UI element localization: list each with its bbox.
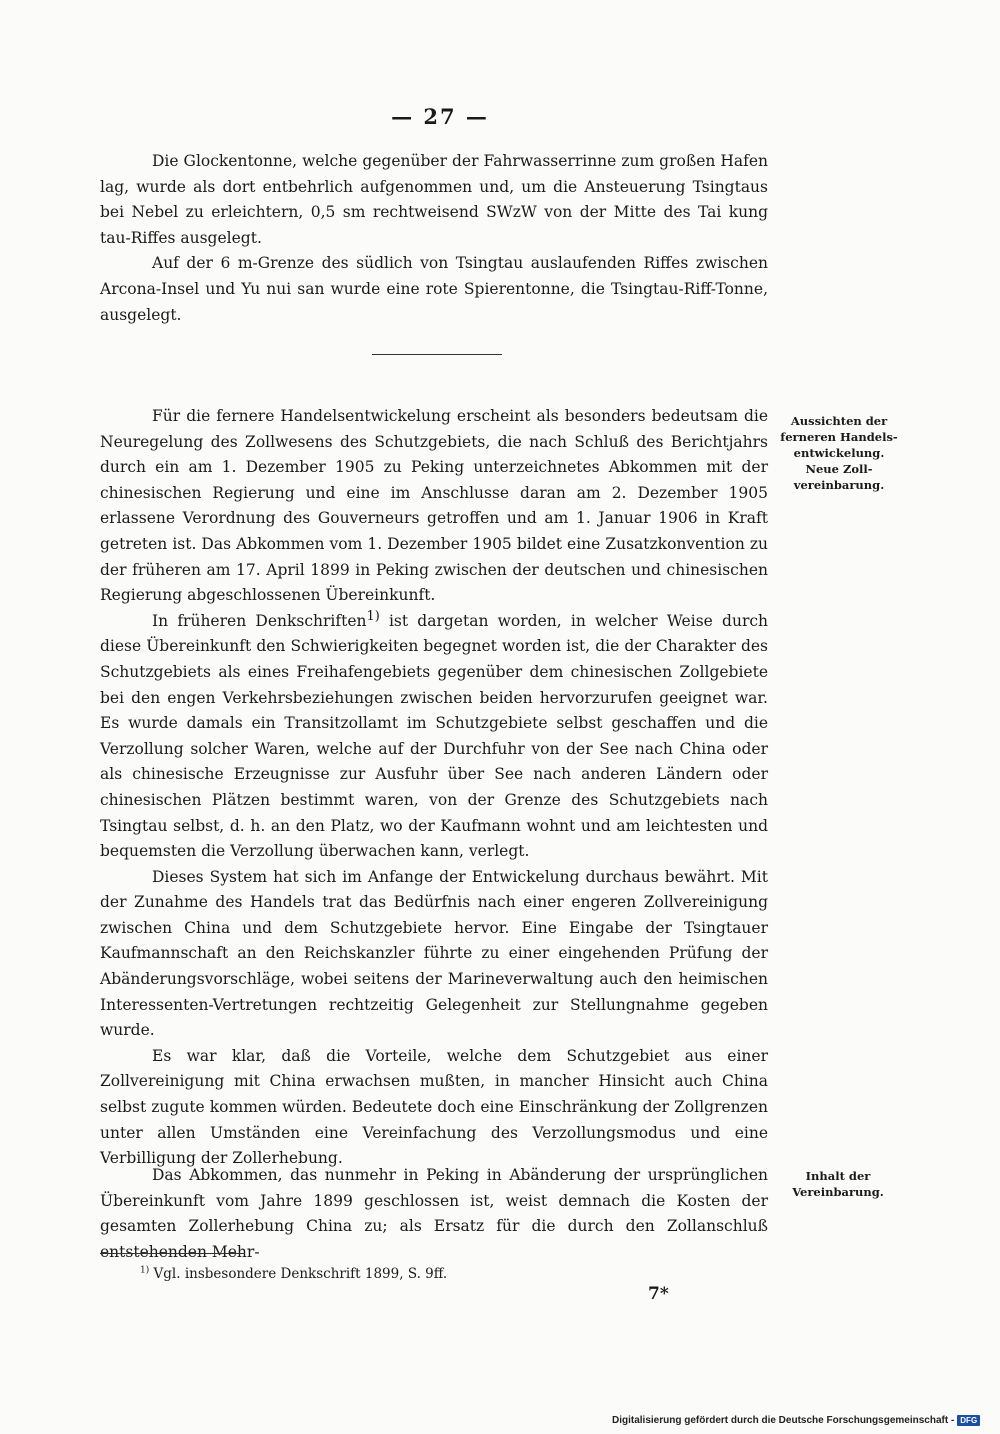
- paragraph: Auf der 6 m-Grenze des südlich von Tsingtau auslaufenden Riffes zwischen Arcona-Insel und Yu nui san wurde eine rote Spierentonne, die Tsingtau-Riff-Tonne, ausgelegt.: [100, 254, 768, 324]
- section-buoys: [100, 149, 768, 328]
- margin-note: Aussichten der ferneren Handels-entwickelung. Neue Zoll-vereinbarung.: [780, 414, 898, 492]
- paragraph: Die Glockentonne, welche gegenüber der Fahrwasserrinne zum großen Hafen lag, wurde als dort entbehrlich aufgenommen und, um die Ansteuerung Tsingtaus bei Nebel zu erleichtern, 0,5 sm rechtweisend SWzW von der Mitte des Tai kung tau-Riffes ausgelegt.: [100, 152, 768, 247]
- sheet-signature: 7*: [648, 1284, 669, 1304]
- section-trade-outlook: [100, 404, 768, 1172]
- footnote-text: Vgl. insbesondere Denkschrift 1899, S. 9ff.: [149, 1266, 448, 1282]
- funding-notice: [612, 1415, 980, 1426]
- footnote: [140, 1265, 740, 1283]
- footnote-rule: [100, 1253, 245, 1254]
- paragraph: Das Abkommen, das nunmehr in Peking in Abänderung der ursprünglichen Übereinkunft vom Jahre 1899 geschlossen ist, weist demnach die Kosten der gesamten Zollerhebung China zu; als Ersatz für die durch den Zollanschluß entstehenden Mehr-: [100, 1166, 768, 1261]
- paragraph: Es war klar, daß die Vorteile, welche dem Schutzgebiet aus einer Zollvereinigung mit China erwachsen mußten, in mancher Hinsicht auch China selbst zugute kommen würden. Bedeutete doch eine Einschränkung der Zollgrenzen unter allen Umständen eine Vereinfachung des Verzollungsmodus und eine Verbilligung der Zollerhebung.: [100, 1046, 768, 1168]
- paragraph-text: In früheren Denkschriften: [152, 611, 367, 630]
- section-agreement-content: [100, 1163, 768, 1265]
- section-divider: [372, 354, 502, 355]
- footnote-reference[interactable]: 1): [366, 608, 380, 624]
- funding-text: Digitalisierung gefördert durch die Deutsche Forschungsgemeinschaft -: [612, 1415, 955, 1427]
- page-number: — 27 —: [391, 104, 489, 129]
- paragraph: Für die fernere Handelsentwickelung erscheint als besonders bedeutsam die Neuregelung des Zollwesens des Schutzgebiets, die nach Schluß des Berichtjahrs durch ein am 1. Dezember 1905 zu Peking unterzeichnetes Abkommen mit der chinesischen Regierung und eine im Anschlusse daran am 2. Dezember 1905 erlassene Verordnung des Gouverneurs getroffen und am 1. Januar 1906 in Kraft getreten ist. Das Abkommen vom 1. Dezember 1905 bildet eine Zusatzkonvention zu der früheren am 17. April 1899 in Peking zwischen der deutschen und chinesischen Regierung abgeschlossenen Übereinkunft.: [100, 407, 768, 605]
- footnote-mark: 1): [140, 1265, 150, 1276]
- paragraph-text: ist dargetan worden, in welcher Weise durch diese Übereinkunft den Schwierigkeiten begegnet worden ist, die der Charakter des Schutzgebiets als eines Freihafengebiets gegenüber dem chinesischen Zollgebiete bei den engen Verkehrsbeziehungen zwischen beiden hervorzurufen geeignet war. Es wurde damals ein Transitzollamt im Schutzgebiete selbst geschaffen und die Verzollung solcher Waren, welche auf der Durchfuhr von der See nach China oder als chinesische Erzeugnisse zur Ausfuhr über See nach anderen Ländern oder chinesischen Plätzen bestimmt waren, von der Grenze des Schutzgebiets nach Tsingtau selbst, d. h. an den Platz, wo der Kaufmann wohnt und am leichtesten und bequemsten die Verzollung überwachen kann, verlegt.: [100, 611, 769, 861]
- paragraph: [100, 609, 768, 865]
- margin-note: Inhalt der Vereinbarung.: [792, 1169, 884, 1199]
- dfg-logo: DFG: [957, 1415, 980, 1426]
- paragraph: Dieses System hat sich im Anfange der Entwickelung durchaus bewährt. Mit der Zunahme des Handels trat das Bedürfnis nach einer engeren Zollvereinigung zwischen China und dem Schutzgebiete hervor. Eine Eingabe der Tsingtauer Kaufmannschaft an den Reichskanzler führte zu einer eingehenden Prüfung der Abänderungsvorschläge, wobei seitens der Marineverwaltung auch den heimischen Interessenten-Vertretungen rechtzeitig Gelegenheit zur Stellungnahme gegeben wurde.: [100, 867, 768, 1040]
